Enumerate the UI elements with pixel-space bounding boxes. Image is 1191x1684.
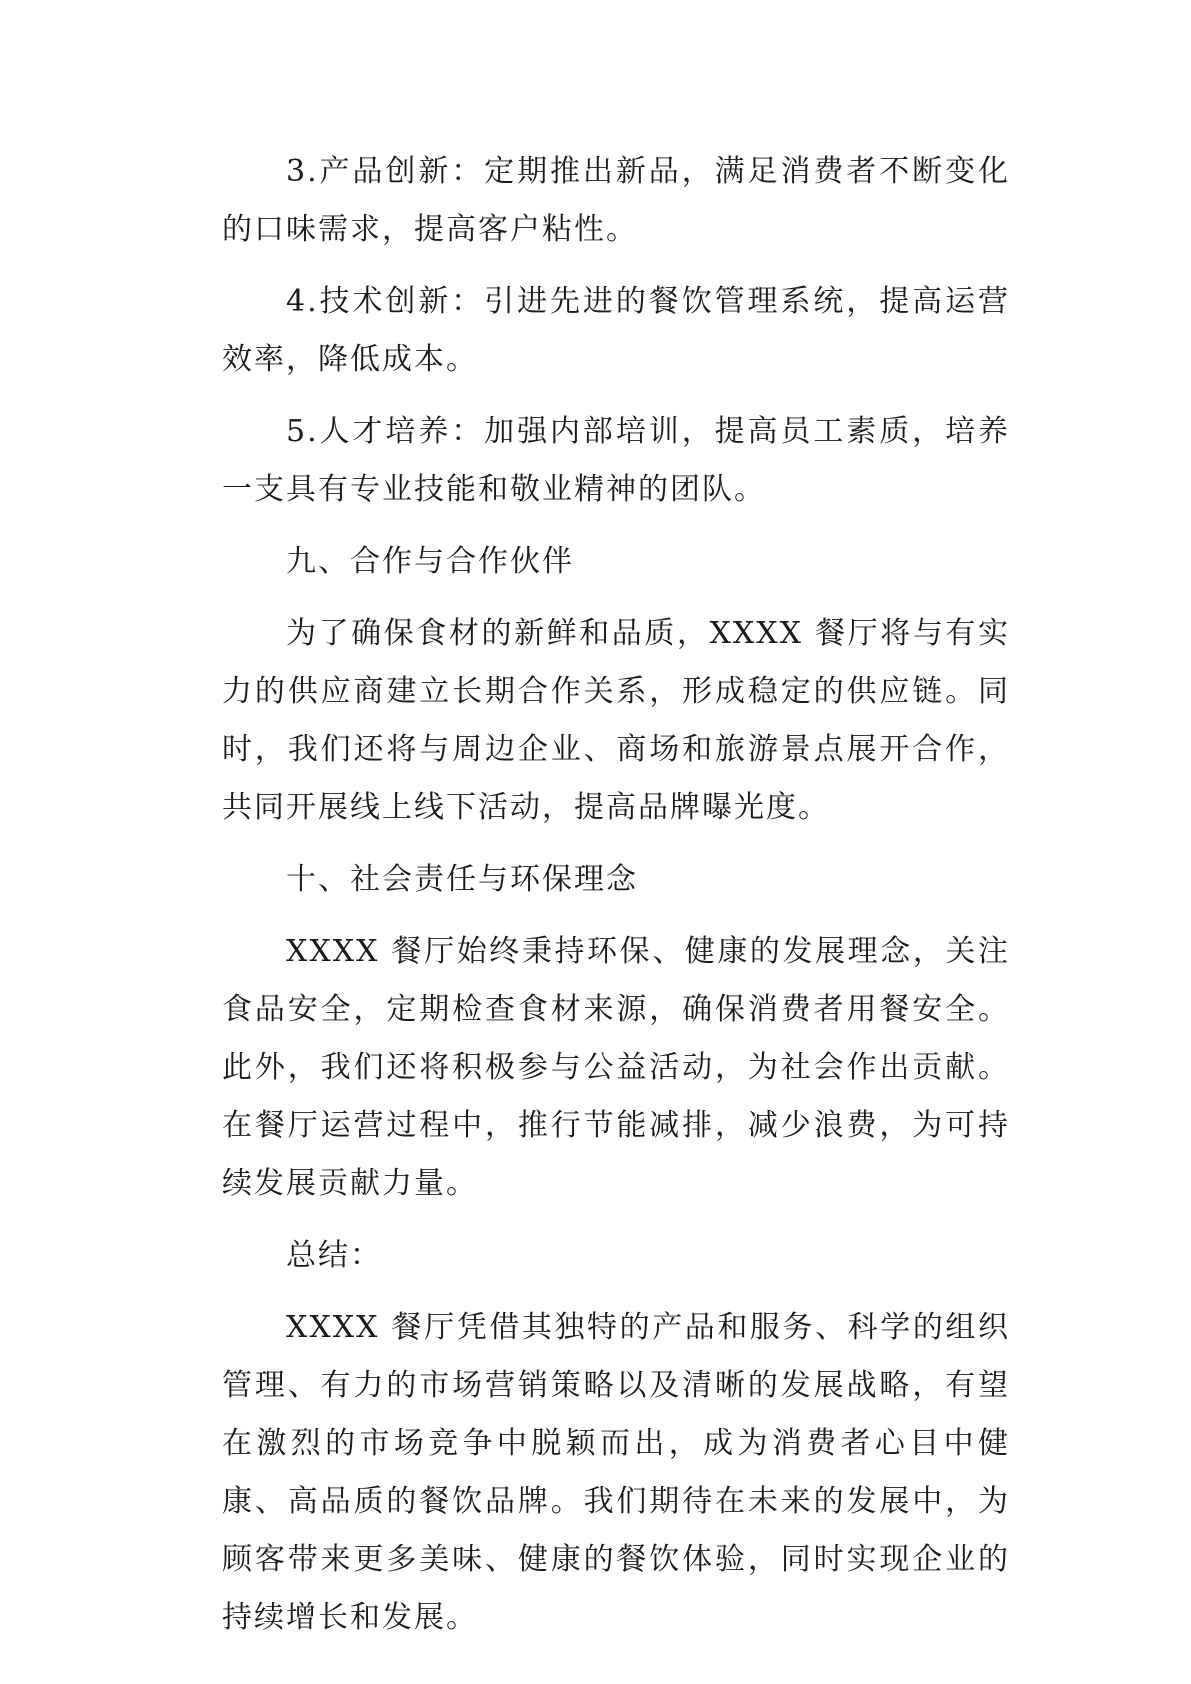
section-heading-cooperation: 九、合作与合作伙伴 — [286, 544, 574, 579]
document-page — [222, 143, 1010, 1661]
paragraph-talent-training: 5.人才培养：加强内部培训，提高员工素质，培养一支具有专业技能和敬业精神的团队。 — [222, 414, 1010, 507]
paragraph-cooperation: 为了确保食材的新鲜和品质，XXXX 餐厅将与有实力的供应商建立长期合作关系，形成稳定的供应链。同时，我们还将与周边企业、商场和旅游景点展开合作，共同开展线上线下活动，提高品牌曝光度。 — [222, 616, 1010, 825]
paragraph-social-responsibility: XXXX 餐厅始终秉持环保、健康的发展理念，关注食品安全，定期检查食材来源，确保消费者用餐安全。此外，我们还将积极参与公益活动，为社会作出贡献。在餐厅运营过程中，推行节能减排，减少浪费，为可持续发展贡献力量。 — [222, 934, 1010, 1201]
section-heading-social-responsibility: 十、社会责任与环保理念 — [286, 862, 638, 897]
paragraph-summary: XXXX 餐厅凭借其独特的产品和服务、科学的组织管理、有力的市场营销策略以及清晰的发展战略，有望在激烈的市场竞争中脱颖而出，成为消费者心目中健康、高品质的餐饮品牌。我们期待在未来的发展中，为顾客带来更多美味、健康的餐饮体验，同时实现企业的持续增长和发展。 — [222, 1310, 1010, 1635]
paragraph-product-innovation: 3.产品创新：定期推出新品，满足消费者不断变化的口味需求，提高客户粘性。 — [222, 154, 1010, 247]
paragraph-tech-innovation: 4.技术创新：引进先进的餐饮管理系统，提高运营效率，降低成本。 — [222, 284, 1010, 377]
section-heading-summary: 总结： — [286, 1238, 382, 1273]
